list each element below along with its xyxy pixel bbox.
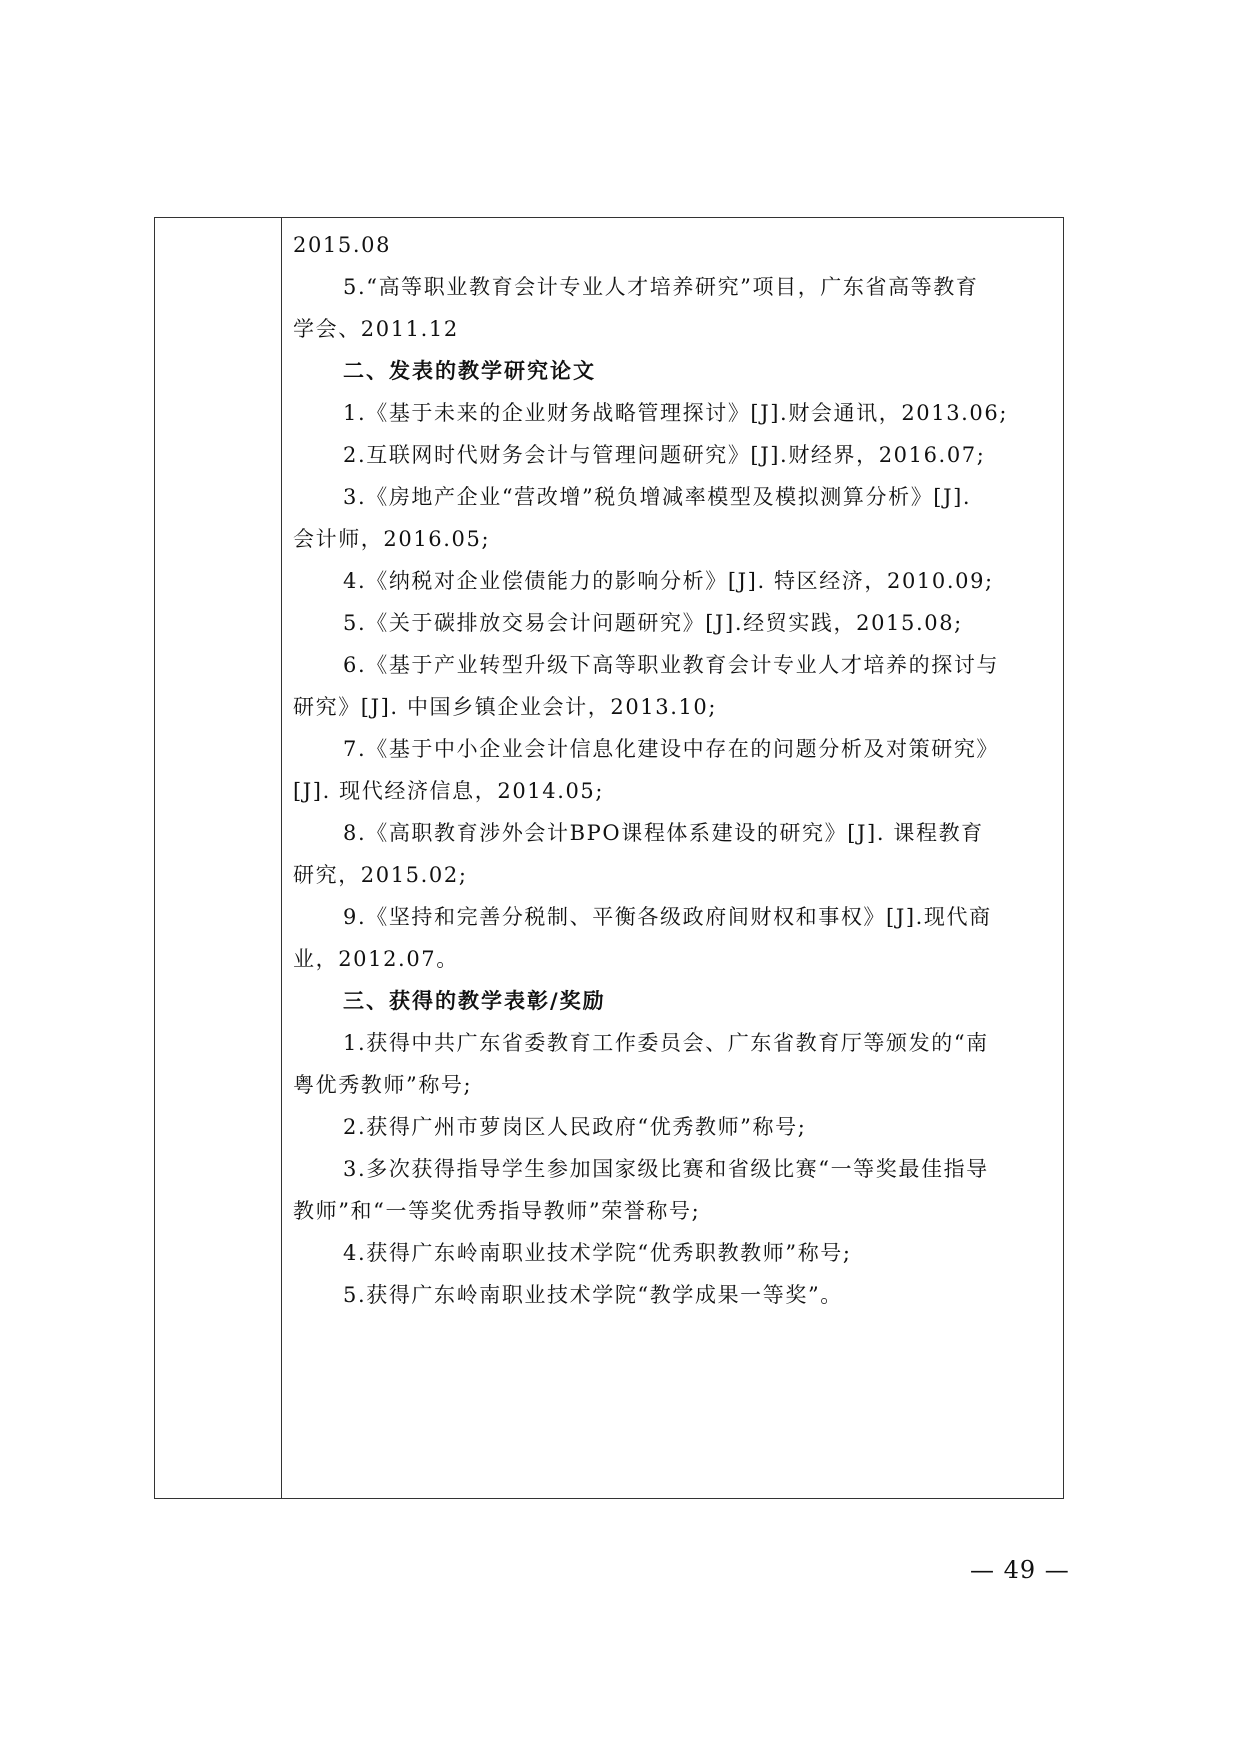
text-line: 8.《高职教育涉外会计BPO课程体系建设的研究》[J]. 课程教育 xyxy=(343,821,984,845)
text-line: 粤优秀教师”称号; xyxy=(293,1073,473,1097)
text-line: 4.获得广东岭南职业技术学院“优秀职教教师”称号; xyxy=(343,1241,852,1265)
text-line: 5.“高等职业教育会计专业人才培养研究”项目，广东省高等教育 xyxy=(343,275,979,299)
text-line: 9.《坚持和完善分税制、平衡各级政府间财权和事权》[J].现代商 xyxy=(343,905,992,929)
text-line: 1.《基于未来的企业财务战略管理探讨》[J].财会通讯，2013.06; xyxy=(343,401,1009,425)
text-line: 2015.08 xyxy=(293,233,392,257)
section-heading: 二、发表的教学研究论文 xyxy=(343,359,596,383)
text-line: 会计师，2016.05; xyxy=(293,527,491,551)
text-line: 研究》[J]. 中国乡镇企业会计，2013.10; xyxy=(293,695,718,719)
document-table xyxy=(154,217,1064,1499)
text-line: 2.获得广州市萝岗区人民政府“优秀教师”称号; xyxy=(343,1115,807,1139)
text-line: 2.互联网时代财务会计与管理问题研究》[J].财经界，2016.07; xyxy=(343,443,986,467)
text-line: 学会、2011.12 xyxy=(293,317,459,341)
text-line: 教师”和“一等奖优秀指导教师”荣誉称号; xyxy=(293,1199,701,1223)
table-left-column xyxy=(155,218,282,1498)
text-line: 研究，2015.02; xyxy=(293,863,468,887)
text-line: 业，2012.07。 xyxy=(293,947,459,971)
table-content-cell xyxy=(293,224,1053,1316)
text-line: 1.获得中共广东省委教育工作委员会、广东省教育厅等颁发的“南 xyxy=(343,1031,989,1055)
text-line: 5.获得广东岭南职业技术学院“教学成果一等奖”。 xyxy=(343,1283,843,1307)
text-line: 5.《关于碳排放交易会计问题研究》[J].经贸实践，2015.08; xyxy=(343,611,963,635)
page-number: — 49 — xyxy=(970,1556,1070,1584)
text-line: [J]. 现代经济信息，2014.05; xyxy=(293,779,605,803)
text-line: 3.多次获得指导学生参加国家级比赛和省级比赛“一等奖最佳指导 xyxy=(343,1157,989,1181)
text-line: 7.《基于中小企业会计信息化建设中存在的问题分析及对策研究》 xyxy=(343,737,1000,761)
text-line: 6.《基于产业转型升级下高等职业教育会计专业人才培养的探讨与 xyxy=(343,653,1000,677)
section-heading: 三、获得的教学表彰/奖励 xyxy=(343,989,606,1013)
text-line: 3.《房地产企业“营改增”税负增减率模型及模拟测算分析》[J]. xyxy=(343,485,972,509)
text-line: 4.《纳税对企业偿债能力的影响分析》[J]. 特区经济，2010.09; xyxy=(343,569,994,593)
